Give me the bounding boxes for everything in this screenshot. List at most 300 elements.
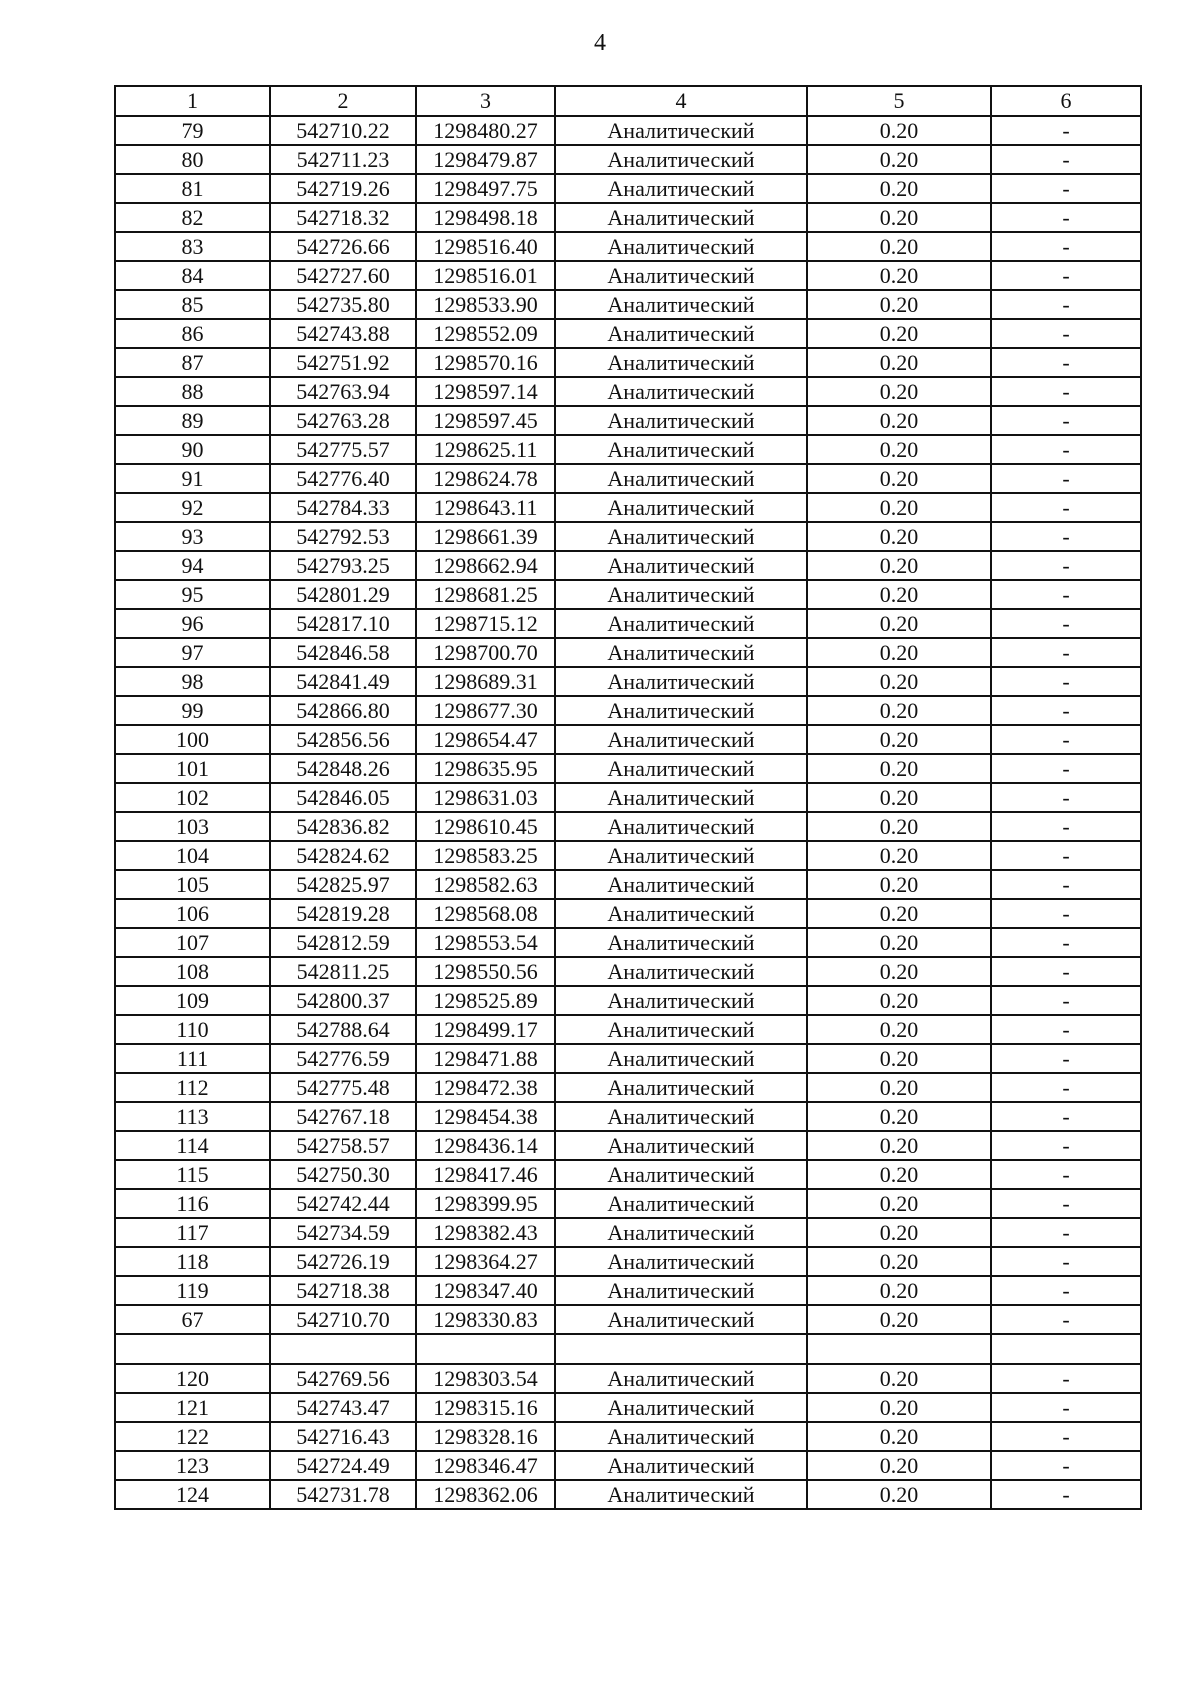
table-cell: 1298715.12 — [416, 609, 555, 638]
table-cell: Аналитический — [555, 406, 807, 435]
table-cell: - — [991, 435, 1141, 464]
table-cell: - — [991, 464, 1141, 493]
table-cell: - — [991, 348, 1141, 377]
table-cell: 542711.23 — [270, 145, 416, 174]
table-cell: - — [991, 319, 1141, 348]
column-header: 5 — [807, 86, 991, 116]
table-cell: 542758.57 — [270, 1131, 416, 1160]
table-cell: 1298303.54 — [416, 1364, 555, 1393]
table-cell: 0.20 — [807, 348, 991, 377]
table-cell: 542718.32 — [270, 203, 416, 232]
table-cell: 92 — [115, 493, 270, 522]
table-cell: 542763.94 — [270, 377, 416, 406]
table-cell: 1298436.14 — [416, 1131, 555, 1160]
table-row — [115, 203, 1141, 232]
table-cell: Аналитический — [555, 377, 807, 406]
table-row — [115, 1305, 1141, 1334]
table-cell: 0.20 — [807, 1276, 991, 1305]
table-cell: Аналитический — [555, 841, 807, 870]
table-cell: 542710.22 — [270, 116, 416, 145]
table-cell: 0.20 — [807, 812, 991, 841]
column-header: 4 — [555, 86, 807, 116]
table-cell: Аналитический — [555, 1422, 807, 1451]
table-cell: 79 — [115, 116, 270, 145]
table-cell: Аналитический — [555, 1305, 807, 1334]
column-header: 1 — [115, 86, 270, 116]
table-row — [115, 1480, 1141, 1509]
table-cell: 123 — [115, 1451, 270, 1480]
table-row — [115, 1334, 1141, 1364]
table-cell: 115 — [115, 1160, 270, 1189]
column-header: 3 — [416, 86, 555, 116]
table-cell: 0.20 — [807, 174, 991, 203]
table-row — [115, 783, 1141, 812]
table-cell: 542836.82 — [270, 812, 416, 841]
table-cell: 1298399.95 — [416, 1189, 555, 1218]
table-row — [115, 928, 1141, 957]
table-cell: 1298689.31 — [416, 667, 555, 696]
table-cell: 542846.58 — [270, 638, 416, 667]
table-cell: - — [991, 1305, 1141, 1334]
table-cell: Аналитический — [555, 638, 807, 667]
table-cell: 542718.38 — [270, 1276, 416, 1305]
table-cell: 108 — [115, 957, 270, 986]
table-header-row — [115, 86, 1141, 116]
table-cell: 1298700.70 — [416, 638, 555, 667]
table-cell: - — [991, 1015, 1141, 1044]
table-cell: - — [991, 1247, 1141, 1276]
table-cell: 110 — [115, 1015, 270, 1044]
table-cell: 89 — [115, 406, 270, 435]
table-row — [115, 493, 1141, 522]
table-cell: 542769.56 — [270, 1364, 416, 1393]
table-row — [115, 551, 1141, 580]
table-cell: 1298499.17 — [416, 1015, 555, 1044]
table-cell: Аналитический — [555, 928, 807, 957]
table-cell: - — [991, 1189, 1141, 1218]
table-cell: 0.20 — [807, 725, 991, 754]
table-cell: 0.20 — [807, 551, 991, 580]
table-cell: 1298677.30 — [416, 696, 555, 725]
table-cell: Аналитический — [555, 1480, 807, 1509]
table-cell: Аналитический — [555, 754, 807, 783]
table-cell: 542731.78 — [270, 1480, 416, 1509]
table-cell: - — [991, 1451, 1141, 1480]
table-cell: - — [991, 580, 1141, 609]
table-cell: 81 — [115, 174, 270, 203]
table-cell: 0.20 — [807, 957, 991, 986]
table-cell: 88 — [115, 377, 270, 406]
table-cell: 542824.62 — [270, 841, 416, 870]
table-cell: 0.20 — [807, 609, 991, 638]
table-cell: 542825.97 — [270, 870, 416, 899]
table-cell: 83 — [115, 232, 270, 261]
table-cell: 0.20 — [807, 203, 991, 232]
table-cell: 542811.25 — [270, 957, 416, 986]
table-cell: 542776.40 — [270, 464, 416, 493]
table-cell: 1298643.11 — [416, 493, 555, 522]
table-cell: 542848.26 — [270, 754, 416, 783]
table-cell: 1298454.38 — [416, 1102, 555, 1131]
table-cell: 98 — [115, 667, 270, 696]
table-cell: 0.20 — [807, 667, 991, 696]
table-row — [115, 1218, 1141, 1247]
table-cell: 90 — [115, 435, 270, 464]
table-cell: - — [991, 957, 1141, 986]
table-cell: Аналитический — [555, 812, 807, 841]
table-cell — [115, 1334, 270, 1364]
table-cell: 0.20 — [807, 1189, 991, 1218]
table-cell: Аналитический — [555, 1131, 807, 1160]
table-cell: Аналитический — [555, 1160, 807, 1189]
table-cell: 1298498.18 — [416, 203, 555, 232]
table-cell: 542751.92 — [270, 348, 416, 377]
table-cell: 542793.25 — [270, 551, 416, 580]
table-cell: 104 — [115, 841, 270, 870]
table-cell: 80 — [115, 145, 270, 174]
table-row — [115, 986, 1141, 1015]
table-cell: 1298497.75 — [416, 174, 555, 203]
table-row — [115, 377, 1141, 406]
table-row — [115, 580, 1141, 609]
table-body — [115, 86, 1141, 1509]
table-cell: 0.20 — [807, 1247, 991, 1276]
table-cell: 114 — [115, 1131, 270, 1160]
table-cell: 118 — [115, 1247, 270, 1276]
table-cell: Аналитический — [555, 145, 807, 174]
table-row — [115, 174, 1141, 203]
table-cell: 542856.56 — [270, 725, 416, 754]
table-cell: 1298635.95 — [416, 754, 555, 783]
table-cell: Аналитический — [555, 1102, 807, 1131]
table-row — [115, 319, 1141, 348]
table-cell: 105 — [115, 870, 270, 899]
table-cell: 542866.80 — [270, 696, 416, 725]
table-row — [115, 1451, 1141, 1480]
table-cell: Аналитический — [555, 1393, 807, 1422]
table-cell — [416, 1334, 555, 1364]
table-cell: - — [991, 1364, 1141, 1393]
table-cell: 542735.80 — [270, 290, 416, 319]
table-cell: Аналитический — [555, 435, 807, 464]
table-cell: 542784.33 — [270, 493, 416, 522]
table-cell: 0.20 — [807, 435, 991, 464]
table-cell: 1298583.25 — [416, 841, 555, 870]
table-cell: 0.20 — [807, 870, 991, 899]
table-row — [115, 232, 1141, 261]
table-cell: Аналитический — [555, 1189, 807, 1218]
table-cell: Аналитический — [555, 174, 807, 203]
table-cell: 542734.59 — [270, 1218, 416, 1247]
table-cell: 111 — [115, 1044, 270, 1073]
table-cell: 542775.57 — [270, 435, 416, 464]
table-cell: 1298568.08 — [416, 899, 555, 928]
table-cell: - — [991, 1422, 1141, 1451]
table-cell: 0.20 — [807, 522, 991, 551]
table-cell: Аналитический — [555, 899, 807, 928]
table-cell: 542719.26 — [270, 174, 416, 203]
table-row — [115, 435, 1141, 464]
table-cell — [270, 1334, 416, 1364]
table-cell: 103 — [115, 812, 270, 841]
table-cell: 542727.60 — [270, 261, 416, 290]
table-cell: 85 — [115, 290, 270, 319]
table-cell: 122 — [115, 1422, 270, 1451]
table-cell: 93 — [115, 522, 270, 551]
table-row — [115, 1247, 1141, 1276]
table-cell: - — [991, 493, 1141, 522]
table-cell: - — [991, 522, 1141, 551]
table-cell: 542841.49 — [270, 667, 416, 696]
table-cell: 1298346.47 — [416, 1451, 555, 1480]
table-cell: 0.20 — [807, 1480, 991, 1509]
table-cell: 0.20 — [807, 232, 991, 261]
table-cell: 1298624.78 — [416, 464, 555, 493]
table-cell: 1298553.54 — [416, 928, 555, 957]
table-cell: 1298479.87 — [416, 145, 555, 174]
table-cell: - — [991, 899, 1141, 928]
table-cell: - — [991, 1276, 1141, 1305]
table-cell: 1298362.06 — [416, 1480, 555, 1509]
table-cell: Аналитический — [555, 609, 807, 638]
table-cell: - — [991, 116, 1141, 145]
table-cell: 120 — [115, 1364, 270, 1393]
table-cell: 1298582.63 — [416, 870, 555, 899]
table-cell: - — [991, 725, 1141, 754]
table-cell: 84 — [115, 261, 270, 290]
table-cell: Аналитический — [555, 319, 807, 348]
table-cell: 1298472.38 — [416, 1073, 555, 1102]
table-row — [115, 464, 1141, 493]
table-cell: Аналитический — [555, 551, 807, 580]
table-cell: Аналитический — [555, 464, 807, 493]
table-cell: 0.20 — [807, 464, 991, 493]
table-cell: 0.20 — [807, 899, 991, 928]
table-cell: - — [991, 812, 1141, 841]
table-cell: 117 — [115, 1218, 270, 1247]
table-cell: 542742.44 — [270, 1189, 416, 1218]
table-cell: 106 — [115, 899, 270, 928]
table-cell: 542817.10 — [270, 609, 416, 638]
table-cell: 0.20 — [807, 1131, 991, 1160]
table-cell: 86 — [115, 319, 270, 348]
table-cell: 112 — [115, 1073, 270, 1102]
table-cell: 542792.53 — [270, 522, 416, 551]
table-cell: - — [991, 754, 1141, 783]
table-cell: - — [991, 1073, 1141, 1102]
table-cell: Аналитический — [555, 580, 807, 609]
table-cell: Аналитический — [555, 870, 807, 899]
table-cell: 1298625.11 — [416, 435, 555, 464]
table-cell: 0.20 — [807, 406, 991, 435]
table-cell: 0.20 — [807, 696, 991, 725]
table-cell: 542743.47 — [270, 1393, 416, 1422]
table-cell: 102 — [115, 783, 270, 812]
table-cell: 542710.70 — [270, 1305, 416, 1334]
table-cell: 542724.49 — [270, 1451, 416, 1480]
table-row — [115, 1073, 1141, 1102]
table-cell: 542775.48 — [270, 1073, 416, 1102]
table-cell: - — [991, 551, 1141, 580]
table-cell: 0.20 — [807, 1364, 991, 1393]
table-cell: 1298654.47 — [416, 725, 555, 754]
table-cell: Аналитический — [555, 696, 807, 725]
table-row — [115, 841, 1141, 870]
table-row — [115, 696, 1141, 725]
table-cell: 1298382.43 — [416, 1218, 555, 1247]
table-cell: Аналитический — [555, 522, 807, 551]
table-cell: 0.20 — [807, 1305, 991, 1334]
table-cell: 1298610.45 — [416, 812, 555, 841]
table-cell: 1298597.45 — [416, 406, 555, 435]
table-cell: 1298597.14 — [416, 377, 555, 406]
table-cell: 1298328.16 — [416, 1422, 555, 1451]
coordinates-table — [114, 85, 1142, 1510]
table-cell: 0.20 — [807, 493, 991, 522]
table-row — [115, 522, 1141, 551]
table-cell: Аналитический — [555, 957, 807, 986]
table-cell: 542812.59 — [270, 928, 416, 957]
table-cell: 113 — [115, 1102, 270, 1131]
table-row — [115, 290, 1141, 319]
table-cell: - — [991, 696, 1141, 725]
table-cell: 542726.19 — [270, 1247, 416, 1276]
table-cell: - — [991, 870, 1141, 899]
table-cell: Аналитический — [555, 725, 807, 754]
table-cell: 116 — [115, 1189, 270, 1218]
table-cell: Аналитический — [555, 203, 807, 232]
table-row — [115, 348, 1141, 377]
table-cell: - — [991, 1044, 1141, 1073]
table-cell: 91 — [115, 464, 270, 493]
table-cell: 0.20 — [807, 116, 991, 145]
table-cell: 542776.59 — [270, 1044, 416, 1073]
table-cell: - — [991, 406, 1141, 435]
table-cell: 0.20 — [807, 928, 991, 957]
table-cell: Аналитический — [555, 1247, 807, 1276]
table-cell: 1298525.89 — [416, 986, 555, 1015]
table-cell: Аналитический — [555, 1015, 807, 1044]
column-header: 2 — [270, 86, 416, 116]
table-cell: 124 — [115, 1480, 270, 1509]
table-cell: 96 — [115, 609, 270, 638]
table-cell — [555, 1334, 807, 1364]
table-cell: 1298570.16 — [416, 348, 555, 377]
column-header: 6 — [991, 86, 1141, 116]
table-cell: 0.20 — [807, 754, 991, 783]
table-row — [115, 1015, 1141, 1044]
table-cell: - — [991, 1102, 1141, 1131]
table-row — [115, 667, 1141, 696]
table-cell: 1298550.56 — [416, 957, 555, 986]
table-row — [115, 261, 1141, 290]
table-cell: 542716.43 — [270, 1422, 416, 1451]
table-cell: - — [991, 986, 1141, 1015]
table-row — [115, 1102, 1141, 1131]
table-cell: - — [991, 1160, 1141, 1189]
table-cell: 0.20 — [807, 290, 991, 319]
table-cell: - — [991, 1218, 1141, 1247]
table-cell: - — [991, 638, 1141, 667]
table-cell: Аналитический — [555, 1218, 807, 1247]
table-cell: 1298330.83 — [416, 1305, 555, 1334]
table-cell: 0.20 — [807, 1422, 991, 1451]
table-row — [115, 1276, 1141, 1305]
table-cell: 0.20 — [807, 638, 991, 667]
table-cell: - — [991, 174, 1141, 203]
table-cell: 0.20 — [807, 841, 991, 870]
table-cell: 82 — [115, 203, 270, 232]
table-cell — [991, 1334, 1141, 1364]
table-cell: - — [991, 290, 1141, 319]
table-cell: 1298315.16 — [416, 1393, 555, 1422]
table-cell: 0.20 — [807, 261, 991, 290]
table-cell: Аналитический — [555, 1044, 807, 1073]
table-row — [115, 957, 1141, 986]
table-cell: 0.20 — [807, 1044, 991, 1073]
table-row — [115, 116, 1141, 145]
table-cell: 0.20 — [807, 377, 991, 406]
table-cell: 0.20 — [807, 145, 991, 174]
table-cell: - — [991, 203, 1141, 232]
table-cell: Аналитический — [555, 232, 807, 261]
table-cell: 1298681.25 — [416, 580, 555, 609]
table-cell: 67 — [115, 1305, 270, 1334]
table-cell: - — [991, 145, 1141, 174]
table-cell: Аналитический — [555, 1073, 807, 1102]
table-cell: 1298661.39 — [416, 522, 555, 551]
table-cell: 87 — [115, 348, 270, 377]
table-cell: 542800.37 — [270, 986, 416, 1015]
table-row — [115, 754, 1141, 783]
table-cell: 1298347.40 — [416, 1276, 555, 1305]
table-row — [115, 1422, 1141, 1451]
table-cell: 0.20 — [807, 1102, 991, 1131]
table-cell: - — [991, 1480, 1141, 1509]
table-cell: 100 — [115, 725, 270, 754]
table-cell: 1298417.46 — [416, 1160, 555, 1189]
table-cell: 542788.64 — [270, 1015, 416, 1044]
table-cell: - — [991, 1131, 1141, 1160]
table-cell: - — [991, 232, 1141, 261]
table-cell: 1298471.88 — [416, 1044, 555, 1073]
table-cell: - — [991, 609, 1141, 638]
table-cell: 542767.18 — [270, 1102, 416, 1131]
table-cell: 0.20 — [807, 1218, 991, 1247]
table-cell: - — [991, 667, 1141, 696]
table-cell: 0.20 — [807, 319, 991, 348]
table-cell: - — [991, 783, 1141, 812]
table-cell: - — [991, 928, 1141, 957]
table-cell: 1298480.27 — [416, 116, 555, 145]
table-cell: 1298364.27 — [416, 1247, 555, 1276]
table-cell: 0.20 — [807, 580, 991, 609]
table-cell: 0.20 — [807, 1015, 991, 1044]
table-cell: Аналитический — [555, 348, 807, 377]
table-cell: 1298533.90 — [416, 290, 555, 319]
table-cell: - — [991, 1393, 1141, 1422]
table-cell — [807, 1334, 991, 1364]
table-cell: - — [991, 261, 1141, 290]
table-cell: Аналитический — [555, 783, 807, 812]
table-cell: Аналитический — [555, 261, 807, 290]
table-cell: 1298516.01 — [416, 261, 555, 290]
table-cell: 1298631.03 — [416, 783, 555, 812]
table-row — [115, 1393, 1141, 1422]
table-cell: 119 — [115, 1276, 270, 1305]
table-cell: 95 — [115, 580, 270, 609]
table-row — [115, 1160, 1141, 1189]
